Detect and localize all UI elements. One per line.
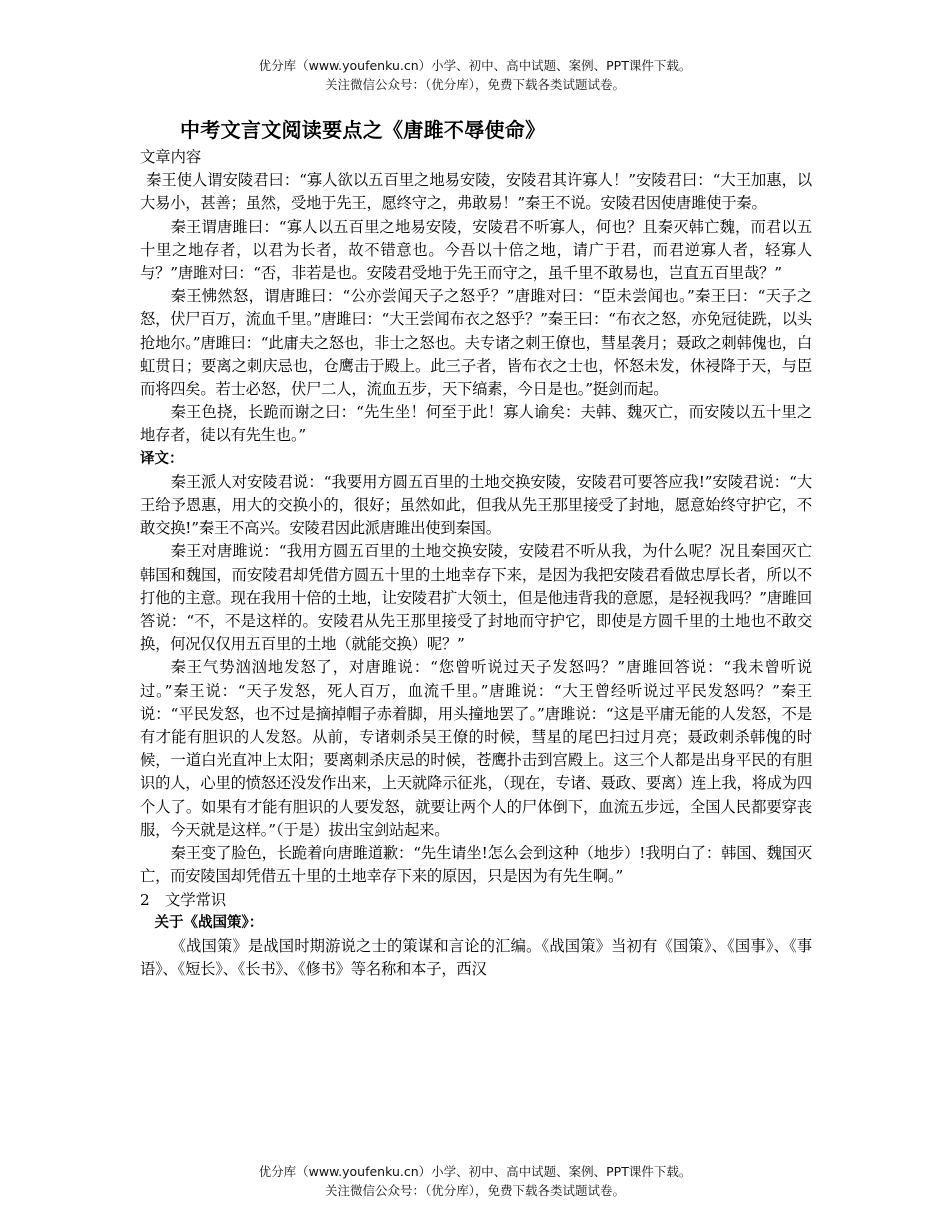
footer-line-1: 优分库（www.youfenku.cn）小学、初中、高中试题、案例、PPT课件下载。 [258,1164,692,1179]
about-paragraph: 《战国策》是战国时期游说之士的策谋和言论的汇编。《战国策》当初有《国策》、《国事》、《事语》、《短长》、《长书》、《修书》等名称和本子，西汉 [140,936,812,979]
about-label: 关于《战国策》： [154,914,264,931]
document-body [140,116,812,981]
document-title: 中考文言文阅读要点之《唐雎不辱使命》 [180,118,546,142]
header-line-2: 关注微信公众号：（优分库），免费下载各类试题试卷。 [324,77,625,92]
header-line-1: 优分库（www.youfenku.cn）小学、初中、高中试题、案例、PPT课件下载。 [258,58,692,73]
section-2-heading: 2 文学常识 [140,890,227,909]
translation-label: 译文： [140,450,184,467]
translation-paragraph: 秦王对唐雎说：“我用方圆五百里的土地交换安陵，安陵君不听从我，为什么呢？况且秦国灭亡韩国和魏国，而安陵君却凭借方圆五十里的土地幸存下来，是因为我把安陵君看做忠厚长者，所以不打他的主意。现在我用十倍的土地，让安陵君扩大领土，但是他违背我的意愿，是轻视我吗？”唐雎回答说：“不，不是这样的。安陵君从先王那里接受了封地而守护它，即使是方圆千里的土地也不敢交换，何况仅仅用五百里的土地（就能交换）呢？” [140,542,812,654]
original-paragraph: 秦王使人谓安陵君曰：“寡人欲以五百里之地易安陵，安陵君其许寡人！”安陵君曰：“大王加惠，以大易小，甚善；虽然，受地于先王，愿终守之，弗敢易！”秦王不说。安陵君因使唐雎使于秦。 [140,171,812,213]
footer-line-2: 关注微信公众号：（优分库），免费下载各类试题试卷。 [324,1183,625,1198]
original-paragraph: 秦王谓唐雎曰：“寡人以五百里之地易安陵，安陵君不听寡人，何也？且秦灭韩亡魏，而君以五十里之地存者，以君为长者，故不错意也。今吾以十倍之地，请广于君，而君逆寡人者，轻寡人与？”唐雎对曰：“否，非若是也。安陵君受地于先王而守之，虽千里不敢易也，岂直五百里哉？” [140,217,812,283]
section-content-label: 文章内容 [140,148,202,166]
translation-paragraph: 秦王变了脸色，长跪着向唐雎道歉：“先生请坐!怎么会到这种（地步）!我明白了：韩国、魏国灭亡，而安陵国却凭借五十里的土地幸存下来的原因，只是因为有先生啊。” [140,844,812,886]
original-paragraph: 秦王怫然怒，谓唐雎曰：“公亦尝闻天子之怒乎？”唐雎对曰：“臣未尝闻也。”秦王曰：“天子之怒，伏尸百万，流血千里。”唐雎曰：“大王尝闻布衣之怒乎？”秦王曰：“布衣之怒，亦免冠徒跣，以头抢地尔。”唐雎曰：“此庸夫之怒也，非士之怒也。夫专诸之刺王僚也，彗星袭月；聂政之刺韩傀也，白虹贯日；要离之刺庆忌也，仓鹰击于殿上。此三子者，皆布衣之士也，怀怒未发，休祲降于天，与臣而将四矣。若士必怒，伏尸二人，流血五步，天下缟素，今日是也。”挺剑而起。 [140,287,812,399]
page-header [0,56,950,94]
translation-paragraph: 秦王派人对安陵君说：“我要用方圆五百里的土地交换安陵，安陵君可要答应我!”安陵君说：“大王给予恩惠，用大的交换小的，很好；虽然如此，但我从先王那里接受了封地，愿意始终守护它，不敢交换!”秦王不高兴。安陵君因此派唐雎出使到秦国。 [140,472,812,538]
original-paragraph: 秦王色挠，长跪而谢之曰：“先生坐！何至于此！寡人谕矣：夫韩、魏灭亡，而安陵以五十里之地存者，徒以有先生也。” [140,403,812,445]
translation-paragraph: 秦王气势汹汹地发怒了，对唐雎说：“您曾听说过天子发怒吗？”唐雎回答说：“我未曾听说过。”秦王说：“天子发怒，死人百万，血流千里。”唐雎说：“大王曾经听说过平民发怒吗？”秦王说：“平民发怒，也不过是摘掉帽子赤着脚，用头撞地罢了。”唐雎说：“这是平庸无能的人发怒，不是有才能有胆识的人发怒。从前，专诸刺杀吴王僚的时候，彗星的尾巴扫过月亮；聂政刺杀韩傀的时候，一道白光直冲上太阳；要离刺杀庆忌的时候，苍鹰扑击到宫殿上。这三个人都是出身平民的有胆识的人，心里的愤怒还没发作出来，上天就降示征兆，（现在，专诸、聂政、要离）连上我，将成为四个人了。如果有才能有胆识的人要发怒，就要让两个人的尸体倒下，血流五步远，全国人民都要穿丧服，今天就是这样。”（于是）拔出宝剑站起来。 [140,658,812,839]
page-footer [0,1162,950,1200]
